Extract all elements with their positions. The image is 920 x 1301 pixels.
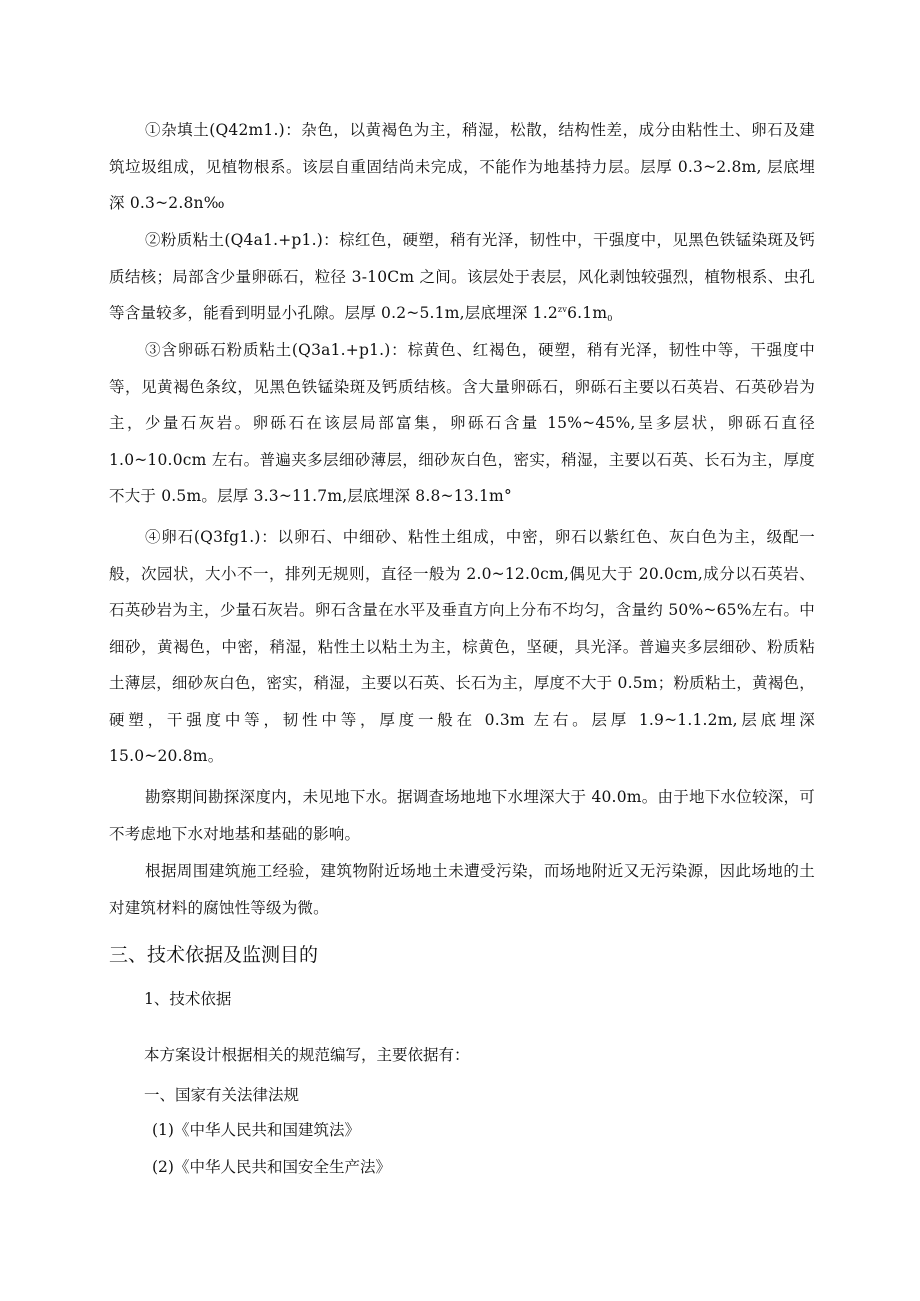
paragraph-groundwater: 勘察期间勘探深度内，未见地下水。据调查场地地下水埋深大于 40.0m。由于地下水位较深，可不考虑地下水对地基和基础的影响。 [109, 788, 815, 843]
paragraph-silty-clay [109, 222, 815, 332]
basis-intro: 本方案设计根据相关的规范编写，主要依据有： [144, 1046, 470, 1064]
paragraph-cobble: ④卵石(Q3fg1.)：以卵石、中细砂、粘性土组成，中密，卵石以紫红色、灰白色为主，级配一般，次园状，大小不一，排列无规则，直径一般为 2.0~12.0cm,偶见大于 20.0cm,成分以石英岩、石英砂岩为主，少量石灰岩。卵石含量在水平及垂直方向上分布不均匀，含量约 50%~65%左右。中细砂，黄褐色，中密，稍湿，粘性土以粘土为主，棕黄色，坚硬，具光泽。普遍夹多层细砂、粉质粘土薄层，细砂灰白色，密实，稍湿，主要以石英、长石为主，厚度不大于 0.5m；粉质粘土，黄褐色，硬塑，干强度中等，韧性中等，厚度一般在 0.3m 左右。层厚 1.9~1.1.2m,层底埋深 15.0~20.8m。 [109, 528, 815, 765]
section-heading: 三、技术依据及监测目的 [109, 944, 319, 966]
silty-clay-superscript: zv [557, 305, 568, 314]
subsection-heading: 1、技术依据 [144, 990, 232, 1008]
paragraph-gravel-silty-clay: ③含卵砾石粉质粘土(Q3a1.+p1.)：棕黄色、红褐色，硬塑，稍有光泽，韧性中等，干强度中等，见黄褐色条纹，见黑色铁锰染斑及钙质结核。含大量卵砾石，卵砾石主要以石英岩、石英砂岩为主，少量石灰岩。卵砾石在该层局部富集，卵砾石含量 15%~45%,呈多层状，卵砾石直径 1.0~10.0cm 左右。普遍夹多层细砂薄层，细砂灰白色，密实，稍湿，主要以石英、长石为主，厚度不大于 0.5m。层厚 3.3~11.7m,层底埋深 8.8~13.1m° [109, 341, 815, 505]
law-item-construction: (1)《中华人民共和国建筑法》 [152, 1121, 360, 1139]
paragraph-corrosion: 根据周围建筑施工经验，建筑物附近场地土未遭受污染，而场地附近又无污染源，因此场地的土对建筑材料的腐蚀性等级为微。 [109, 862, 815, 917]
law-item-work-safety: (2)《中华人民共和国安全生产法》 [152, 1158, 391, 1176]
laws-heading: 一、国家有关法律法规 [144, 1086, 300, 1104]
silty-clay-subscript: 0 [607, 314, 613, 323]
silty-clay-text: ②粉质粘土(Q4a1.+p1.)：棕红色，硬塑，稍有光泽，韧性中，干强度中，见黑色铁锰染斑及钙质结核；局部含少量卵砾石，粒径 3-10Cm 之间。该层处于表层，风化剥蚀较强烈，植物根系、虫孔等含量较多，能看到明显小孔隙。层厚 0.2~5.1m,层底埋深 1.2 [109, 231, 815, 322]
paragraph-fill-soil: ①杂填土(Q42m1.)：杂色，以黄褐色为主，稍湿，松散，结构性差，成分由粘性土、卵石及建筑垃圾组成，见植物根系。该层自重固结尚未完成，不能作为地基持力层。层厚 0.3~2.8m, 层底埋深 0.3~2.8n‰ [109, 121, 815, 212]
silty-clay-depth: 6.1m [567, 304, 608, 322]
